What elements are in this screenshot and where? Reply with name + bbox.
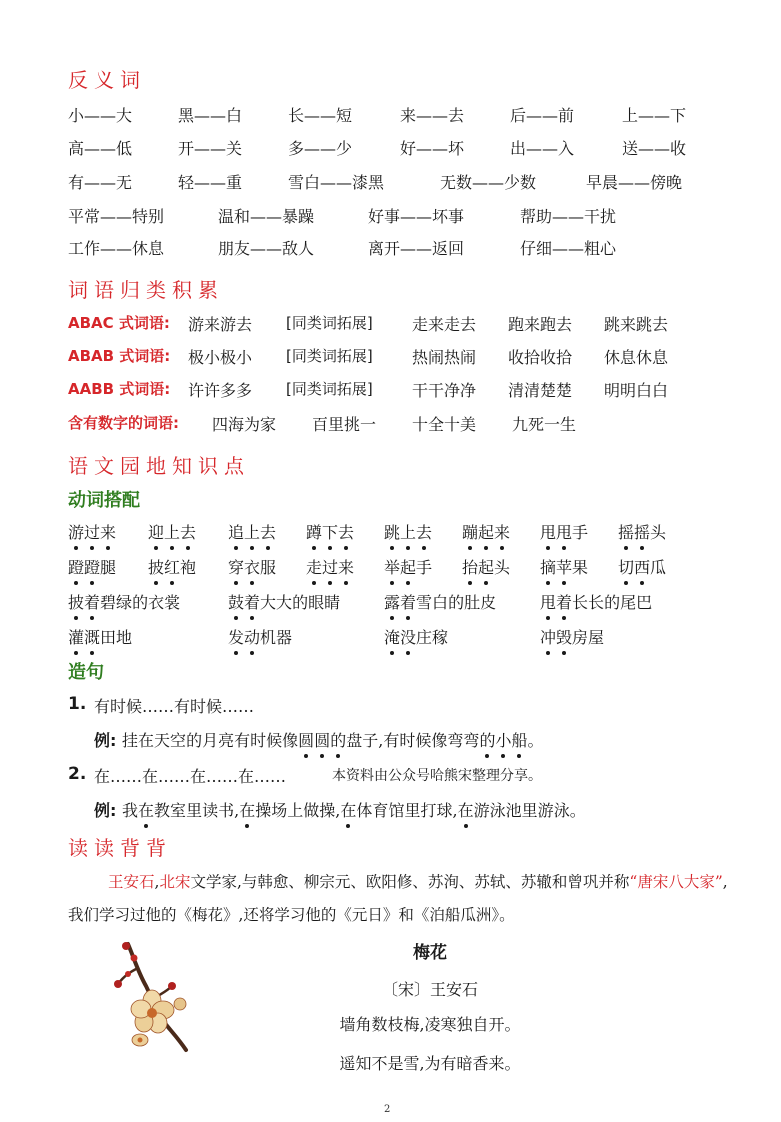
emphasized-char: 蹬 [84,555,100,578]
emphasized-char: 冲 [540,625,556,648]
char: 像 [282,731,299,750]
char: 体 [356,801,373,820]
emphasized-char: 下 [322,520,338,543]
char: 头 [494,558,511,577]
char: 袍 [180,558,197,577]
char: 操 [319,801,336,820]
emphasized-char: 来 [494,520,510,543]
char: 里 [186,801,203,820]
poem-author: 〔宋〕王安石 [381,980,478,999]
emphasized-char: 着 [244,590,260,613]
char: 场 [271,801,288,820]
char: 游 [537,801,554,820]
char: 像 [431,731,448,750]
antonym-pair: 好事——坏事 [368,207,465,226]
extension-label: [同类词拓展] [286,347,373,365]
char: 服 [260,558,277,577]
antonym-pair: 朋友——敌人 [218,239,315,258]
emphasized-char: 甩 [556,520,572,543]
emphasized-char: 苹 [556,555,572,578]
antonym-pair: 早晨——傍晚 [586,173,683,192]
char: 庄 [416,628,433,647]
char: 肚 [464,593,481,612]
char: 绿 [116,593,133,612]
emphasized-char: 在 [239,798,255,821]
emphasized-char: 毁 [556,625,572,648]
emphasized-char: 着 [400,590,416,613]
verb-phrase [148,555,196,578]
char: 室 [170,801,187,820]
antonym-pair: 开——关 [178,139,243,158]
emphasized-char: 露 [384,590,400,613]
emphasized-char: 动 [244,625,260,648]
verb-phrase [68,625,132,648]
emphasized-char: 小 [495,728,511,751]
word-group-example: 极小极小 [188,348,253,367]
antonym-pair: 有——无 [68,173,133,192]
emphasized-char: 圆 [298,728,314,751]
reading-heading: 读读背背 [68,836,172,860]
author-name: 王安石 [108,873,155,891]
char: 时 [399,731,416,750]
sentence-heading: 造句 [68,662,104,683]
antonym-pair: 仔细——粗心 [520,239,617,258]
number-word: 百里挑一 [312,415,377,434]
antonym-pair: 送——收 [622,139,687,158]
char: 泳 [553,801,570,820]
emphasized-char: 甩 [540,590,556,613]
emphasized-char: 溉 [84,625,100,648]
extension-word: 清清楚楚 [508,381,573,400]
char: 的 [132,593,149,612]
emphasized-char: 举 [384,555,400,578]
antonym-pair: 雪白——漆黑 [288,173,385,192]
emphasized-char: 上 [244,520,260,543]
verb-phrase [618,520,666,543]
char: 眼 [308,593,325,612]
emphasized-char: 披 [68,590,84,613]
char: 挂 [122,731,139,750]
char: 读 [202,801,219,820]
emphasized-char: 没 [400,625,416,648]
antonym-pair: 多——少 [288,139,353,158]
antonym-pair: 离开——返回 [368,239,465,258]
page-number: 2 [384,1104,391,1115]
emphasized-char: 蹲 [306,520,322,543]
antonym-pair: 无数——少数 [440,173,537,192]
emphasized-char: 鼓 [228,590,244,613]
antonym-pair: 工作——休息 [68,239,165,258]
emphasized-char: 摇 [618,520,634,543]
char: 稼 [432,628,449,647]
char: 教 [154,801,171,820]
char: 睛 [324,593,341,612]
emphasized-char: 跳 [384,520,400,543]
char: 地 [116,628,133,647]
extension-word: 跳来跳去 [604,315,669,334]
char: 头 [650,523,667,542]
emphasized-char: 发 [228,625,244,648]
verb-phrase [228,590,340,613]
char: 操 [255,801,272,820]
antonym-pair: 来——去 [400,106,465,125]
verb-pairs-heading: 动词搭配 [68,490,140,511]
emphasized-char: 披 [148,555,164,578]
verb-phrase [540,590,652,613]
emphasized-char: 上 [164,520,180,543]
emphasized-char: 起 [478,520,494,543]
extension-word: 跑来跑去 [508,315,573,334]
poem-line: 墙角数枝梅,凌寒独自开。 [339,1015,521,1034]
verb-phrase [68,555,116,578]
char: 馆 [388,801,405,820]
char: 天 [154,731,171,750]
emphasized-char: 游 [68,520,84,543]
emphasized-char: 船 [511,728,527,751]
verb-phrase [68,590,180,613]
antonym-pair: 温和——暴躁 [218,207,315,226]
char: 里 [521,801,538,820]
extension-word: 走来走去 [412,315,477,334]
sentence-pattern: 在……在……在……在…… [94,767,287,786]
char: 腿 [100,558,117,577]
char: 月 [202,731,219,750]
word-group-label: ABAC 式词语: [68,314,170,332]
char: 有 [383,731,400,750]
antonym-pair: 轻——重 [178,173,243,192]
emphasized-char: 摇 [634,520,650,543]
emphasized-char: 在 [138,798,154,821]
char: 的 [186,731,203,750]
extension-word: 干干净净 [412,381,477,400]
char: 房 [572,628,589,647]
example-sentence [122,798,586,821]
char: 碧 [100,593,117,612]
verb-phrase [306,520,354,543]
char: 手 [416,558,433,577]
word-group-label: ABAB 式词语: [68,347,171,365]
garden-heading: 语文园地知识点 [68,454,250,478]
char: 瓜 [650,558,667,577]
paragraph-text: ,我们学习过他的《梅花》,还将学习他的《元日》和《泊船瓜洲》。 [68,873,728,924]
char: 。 [527,731,544,750]
emphasized-char: 穿 [228,555,244,578]
extension-word: 收拾收拾 [508,348,573,367]
emphasized-char: 走 [306,555,322,578]
word-group-example: 游来游去 [188,315,253,334]
sentence-pattern: 有时候……有时候…… [94,697,255,716]
verb-phrase [306,555,354,578]
char: 田 [100,628,117,647]
emphasized-char: 来 [100,520,116,543]
extension-word: 明明白白 [604,381,669,400]
sentence-number: 1. [68,694,87,714]
antonym-pair: 帮助——干扰 [520,207,617,226]
example-label: 例: [94,731,117,750]
dynasty-name: 北宋 [159,873,191,891]
emphasized-char: 过 [322,555,338,578]
verb-phrase [228,625,292,648]
antonym-pair: 出——入 [510,139,575,158]
emphasized-char: 起 [478,555,494,578]
verb-phrase [228,555,276,578]
char: 长 [572,593,589,612]
emphasized-char: 蹬 [68,555,84,578]
char: 有 [234,731,251,750]
antonym-pair: 高——低 [68,139,133,158]
verb-phrase [462,520,510,543]
antonym-pair: 好——坏 [400,139,465,158]
paragraph-text: , [154,873,160,891]
char: 盘 [346,731,363,750]
emphasized-char: 上 [400,520,416,543]
antonym-pair: 后——前 [510,106,575,125]
word-group-label: AABB 式词语: [68,380,171,398]
char: 球 [436,801,453,820]
char: , [335,801,341,820]
number-word: 十全十美 [412,415,477,434]
char: 大 [276,593,293,612]
verb-phrase [384,520,432,543]
example-sentence [122,728,544,751]
verb-phrase [148,520,196,543]
char: , [234,801,240,820]
emphasized-char: 过 [84,520,100,543]
antonym-pair: 黑——白 [178,106,243,125]
char: 我 [122,801,139,820]
char: 衣 [148,593,165,612]
emphasized-char: 去 [180,520,196,543]
emphasized-char: 圆 [314,728,330,751]
extension-label: [同类词拓展] [286,314,373,332]
char: 打 [420,801,437,820]
emphasized-char: 红 [164,555,180,578]
eight-masters-term: “唐宋八大家” [629,873,723,891]
number-words-label: 含有数字的词语: [68,414,179,432]
char: 大 [260,593,277,612]
char: 里 [404,801,421,820]
emphasized-char: 在 [458,798,474,821]
char: 的 [604,593,621,612]
char: 白 [432,593,449,612]
emphasized-char: 灌 [68,625,84,648]
verb-phrase [540,555,588,578]
char: 书 [218,801,235,820]
emphasized-char: 切 [618,555,634,578]
char: 屋 [588,628,605,647]
emphasized-char: 去 [338,520,354,543]
char: 空 [170,731,187,750]
sentence-number: 2. [68,764,87,784]
emphasized-char: 迎 [148,520,164,543]
emphasized-char: 蹦 [462,520,478,543]
poem-title: 梅花 [413,943,447,963]
emphasized-char: 追 [228,520,244,543]
antonyms-heading: 反义词 [68,68,146,92]
emphasized-char: 衣 [244,555,260,578]
emphasized-char: 起 [400,555,416,578]
char: 池 [505,801,522,820]
emphasized-char: 甩 [540,520,556,543]
verb-phrase [228,520,276,543]
emphasized-char: 在 [340,798,356,821]
poem-line: 遥知不是雪,为有暗香来。 [339,1054,521,1073]
char: 长 [588,593,605,612]
antonym-pair: 平常——特别 [68,207,165,226]
verb-phrase [540,625,604,648]
char: 候 [266,731,283,750]
source-note: 本资料由公众号哈熊宋整理分享。 [332,768,542,784]
verb-phrase [384,555,432,578]
char: 尾 [620,593,637,612]
char: , [378,731,384,750]
emphasized-char: 着 [556,590,572,613]
char: 候 [415,731,432,750]
char: 泳 [489,801,506,820]
plum-blossom-illustration [108,938,198,1056]
char: 做 [303,801,320,820]
char: 器 [276,628,293,647]
char: 游 [473,801,490,820]
emphasized-char: 的 [479,728,495,751]
poem [300,938,560,1074]
emphasized-char: 抬 [462,555,478,578]
char: 弯 [463,731,480,750]
paragraph-text: 文学家,与韩愈、柳宗元、欧阳修、苏洵、苏轼、苏辙和曾巩并称 [190,873,630,891]
char: 的 [292,593,309,612]
emphasized-char: 摘 [540,555,556,578]
verb-phrase [384,590,496,613]
emphasized-char: 去 [416,520,432,543]
char: 育 [372,801,389,820]
verb-phrase [68,520,116,543]
number-word: 四海为家 [212,415,277,434]
verb-phrase [540,520,588,543]
extension-label: [同类词拓展] [286,380,373,398]
verb-phrase [462,555,510,578]
emphasized-char: 淹 [384,625,400,648]
antonym-pair: 上——下 [622,106,687,125]
char: 果 [572,558,589,577]
antonym-pair: 小——大 [68,106,133,125]
verb-phrase [384,625,448,648]
char: 亮 [218,731,235,750]
char: 子 [362,731,379,750]
example-label: 例: [94,801,117,820]
emphasized-char: 西 [634,555,650,578]
emphasized-char: 着 [84,590,100,613]
emphasized-char: 来 [338,555,354,578]
char: 时 [250,731,267,750]
char: 。 [569,801,586,820]
verb-phrase [618,555,666,578]
author-paragraph [68,866,728,932]
char: 雪 [416,593,433,612]
char: 在 [138,731,155,750]
char: , [452,801,458,820]
antonym-pair: 长——短 [288,106,353,125]
word-groups-heading: 词语归类积累 [68,278,224,302]
word-group-example: 许许多多 [188,381,253,400]
emphasized-char: 的 [330,728,346,751]
char: 手 [572,523,589,542]
char: 的 [448,593,465,612]
char: 裳 [164,593,181,612]
extension-word: 热闹热闹 [412,348,477,367]
emphasized-char: 去 [260,520,276,543]
number-word: 九死一生 [512,415,577,434]
char: 上 [287,801,304,820]
char: 弯 [447,731,464,750]
char: 巴 [636,593,653,612]
char: 皮 [480,593,497,612]
extension-word: 休息休息 [604,348,669,367]
char: 机 [260,628,277,647]
